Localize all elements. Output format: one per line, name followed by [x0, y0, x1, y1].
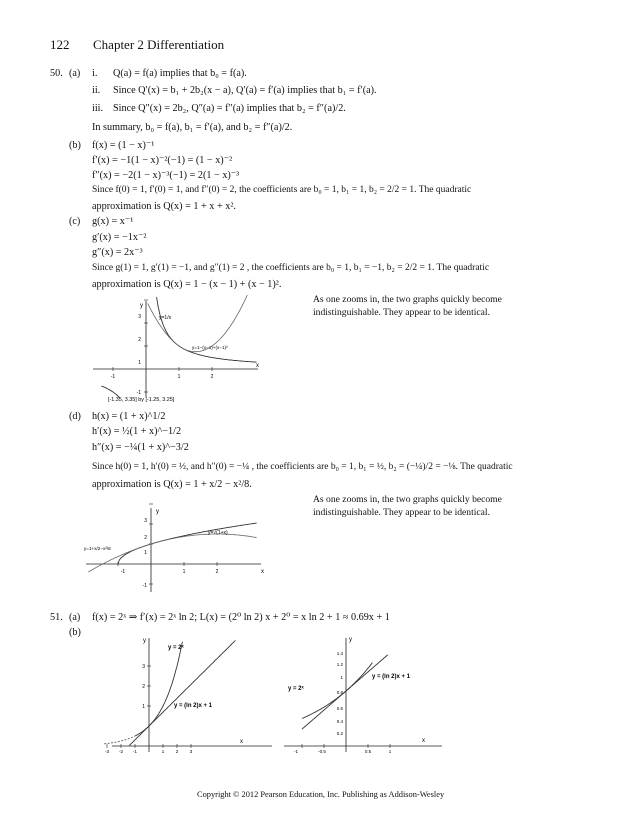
- graph-51r-tick-x-05: 0.5: [364, 749, 372, 754]
- graph-51-right: [282, 632, 447, 752]
- graph-d-curve-label: y=√(1+x): [208, 530, 228, 536]
- graph-d-tick-x-2: 2: [215, 569, 219, 575]
- summary-a: In summary, b₀ = f(a), b₁ = f′(a), and b₂ = f″(a)/2.: [92, 122, 293, 133]
- graph-d-tick-y-2: 2: [144, 535, 147, 541]
- graph-c-x-label: x: [256, 363, 259, 369]
- copyright-footer: Copyright © 2012 Pearson Education, Inc. Publishing as Addison-Wesley: [197, 790, 445, 799]
- graph-c-tick-y-2: 2: [138, 337, 141, 343]
- graph-c-tick-y-3: 3: [138, 314, 141, 320]
- graph-51l-y-label: y: [143, 638, 146, 644]
- note-c-line-2: indistinguishable. They appear to be identical.: [313, 307, 490, 318]
- graph-51l-curve-label: y = 2ˣ: [168, 645, 184, 651]
- graph-51r-y-label: y: [349, 637, 352, 643]
- graph-d-tick-y-neg1: -1: [142, 583, 147, 589]
- equation-d-4: Since h(0) = 1, h′(0) = ½, and h″(0) = −¼ , the coefficients are b₀ = 1, b₁ = ½, b₂ = (−¼)/2 = −⅛. The quadratic: [92, 462, 513, 472]
- equation-b-2: f′(x) = −1(1 − x)⁻²(−1) = (1 − x)⁻²: [92, 155, 233, 166]
- graph-51l-tick-x-neg3: -3: [104, 749, 110, 754]
- part-label-b: (b): [69, 140, 81, 151]
- equation-c-2: g′(x) = −1x⁻²: [92, 232, 147, 243]
- problem-number-51: 51.: [50, 612, 63, 623]
- equation-c-3: g″(x) = 2x⁻³: [92, 247, 143, 258]
- graph-51r-tick-x-neg1: -1: [293, 749, 299, 754]
- graph-c-approx-label: y=1−(x−1)+(x−1)²: [192, 345, 228, 350]
- equation-a-iii: Since Q″(x) = 2b₂, Q″(a) = f″(a) implies that b₂ = f″(a)/2.: [113, 103, 346, 114]
- graph-51l-tick-x-2: 2: [175, 749, 179, 754]
- part-label-c: (c): [69, 216, 81, 227]
- equation-51a: f(x) = 2ˣ ⇒ f′(x) = 2ˣ ln 2; L(x) = (2⁰ ln 2) x + 2⁰ = x ln 2 + 1 ≈ 0.69x + 1: [92, 612, 390, 623]
- roman-ii: ii.: [92, 85, 101, 96]
- part-label-a: (a): [69, 68, 81, 79]
- graph-51r-curve-label: y = 2ˣ: [288, 686, 304, 692]
- graph-c-tick-x-1: 1: [177, 374, 181, 380]
- graph-51r-line-label: y = (ln 2)x + 1: [372, 674, 411, 680]
- graph-51r-tick-y-14: 1.4: [336, 651, 343, 656]
- graph-51l-tick-y-1: 1: [142, 704, 145, 710]
- equation-d-3: h″(x) = −¼(1 + x)^−3/2: [92, 442, 189, 453]
- graph-50d: [86, 504, 276, 604]
- graph-d-approx-label: y=1+x/2−x²/8: [84, 546, 111, 551]
- graph-c-window: [-1.35, 3.35] by [-1.25, 3.25]: [108, 397, 175, 403]
- graph-51l-tick-x-neg2: -2: [118, 749, 124, 754]
- graph-d-x-label: x: [261, 569, 264, 575]
- graph-51l-x-label: x: [240, 739, 243, 745]
- graph-c-curve-label: y=1/x: [159, 315, 172, 321]
- roman-iii: iii.: [92, 103, 104, 114]
- graph-51r-x-label: x: [422, 738, 425, 744]
- graph-51r-tick-y-1: 1: [340, 675, 343, 680]
- equation-b-1: f(x) = (1 − x)⁻¹: [92, 140, 155, 151]
- equation-b-5: approximation is Q(x) = 1 + x + x².: [92, 201, 236, 212]
- graph-51r-tick-x-neg05: -0.5: [318, 749, 326, 754]
- graph-d-tick-y-3: 3: [144, 518, 147, 524]
- graph-d-tick-x-neg1: -1: [120, 569, 126, 575]
- graph-51r-tangent-line: [302, 655, 388, 729]
- part-label-51a: (a): [69, 612, 81, 623]
- part-label-51b: (b): [69, 627, 81, 638]
- graph-c-tick-x-neg1: -1: [110, 374, 116, 380]
- equation-c-4: Since g(1) = 1, g′(1) = −1, and g″(1) = 2 , the coefficients are b₀ = 1, b₁ = −1, b₂ = 2/2 = 1. The quadratic: [92, 263, 490, 273]
- graph-51l-tick-x-1: 1: [161, 749, 165, 754]
- graph-51r-tick-y-02: 0.2: [336, 731, 343, 736]
- note-d-line-1: As one zooms in, the two graphs quickly become: [313, 494, 502, 505]
- equation-d-5: approximation is Q(x) = 1 + x/2 − x²/8.: [92, 479, 252, 490]
- graph-51l-tick-x-neg1: -1: [132, 749, 138, 754]
- graph-c-curve-1-over-x-negative-branch: [101, 386, 119, 398]
- equation-d-2: h′(x) = ½(1 + x)^−1/2: [92, 426, 182, 437]
- equation-c-1: g(x) = x⁻¹: [92, 216, 134, 227]
- note-c-line-1: As one zooms in, the two graphs quickly become: [313, 294, 502, 305]
- graph-51l-line-label: y = (ln 2)x + 1: [174, 703, 213, 709]
- equation-b-4: Since f(0) = 1, f′(0) = 1, and f″(0) = 2, the coefficients are b₀ = 1, b₁ = 1, b₂ = 2/2 = 1. The quadratic: [92, 185, 472, 195]
- graph-d-y-label: y: [156, 509, 159, 515]
- equation-b-3: f″(x) = −2(1 − x)⁻³(−1) = 2(1 − x)⁻³: [92, 170, 240, 181]
- graph-d-tick-y-1: 1: [144, 550, 147, 556]
- graph-51l-exponential-left-tail: [104, 736, 135, 744]
- equation-a-ii: Since Q′(x) = b₁ + 2b₂(x − a), Q′(a) = f′(a) implies that b₁ = f′(a).: [113, 85, 377, 96]
- graph-d-curve-sqrt: [118, 523, 257, 564]
- graph-51r-tick-x-1: 1: [388, 749, 392, 754]
- graph-51r-tick-y-04: 0.4: [336, 719, 343, 724]
- graph-51l-tick-y-2: 2: [142, 684, 145, 690]
- roman-i: i.: [92, 68, 98, 79]
- graph-c-y-label: y: [140, 303, 143, 309]
- graph-51l-tick-y-3: 3: [142, 664, 145, 670]
- graph-51r-tick-y-08: 0.8: [336, 690, 343, 695]
- graph-c-tick-y-1: 1: [138, 360, 141, 366]
- graph-51l-tangent-line: [129, 641, 235, 746]
- graph-51r-tick-y-06: 0.6: [336, 706, 343, 711]
- equation-a-i: Q(a) = f(a) implies that b₀ = f(a).: [113, 68, 247, 79]
- graph-c-tick-x-2: 2: [210, 374, 214, 380]
- graph-d-quadratic-curve: [88, 534, 256, 572]
- graph-c-tick-y-neg1: -1: [136, 390, 141, 396]
- chapter-title: Chapter 2 Differentiation: [93, 37, 225, 52]
- problem-number-50: 50.: [50, 68, 63, 79]
- graph-51l-tick-x-3: 3: [189, 749, 193, 754]
- graph-d-tick-x-1: 1: [182, 569, 186, 575]
- graph-51r-tick-y-12: 1.2: [336, 662, 343, 667]
- equation-d-1: h(x) = (1 + x)^1/2: [92, 411, 166, 422]
- note-d-line-2: indistinguishable. They appear to be identical.: [313, 507, 490, 518]
- equation-c-5: approximation is Q(x) = 1 − (x − 1) + (x − 1)².: [92, 279, 282, 290]
- page-number: 122: [50, 37, 70, 52]
- graph-50c: [88, 297, 268, 417]
- graph-51-left: [104, 632, 277, 754]
- part-label-d: (d): [69, 411, 81, 422]
